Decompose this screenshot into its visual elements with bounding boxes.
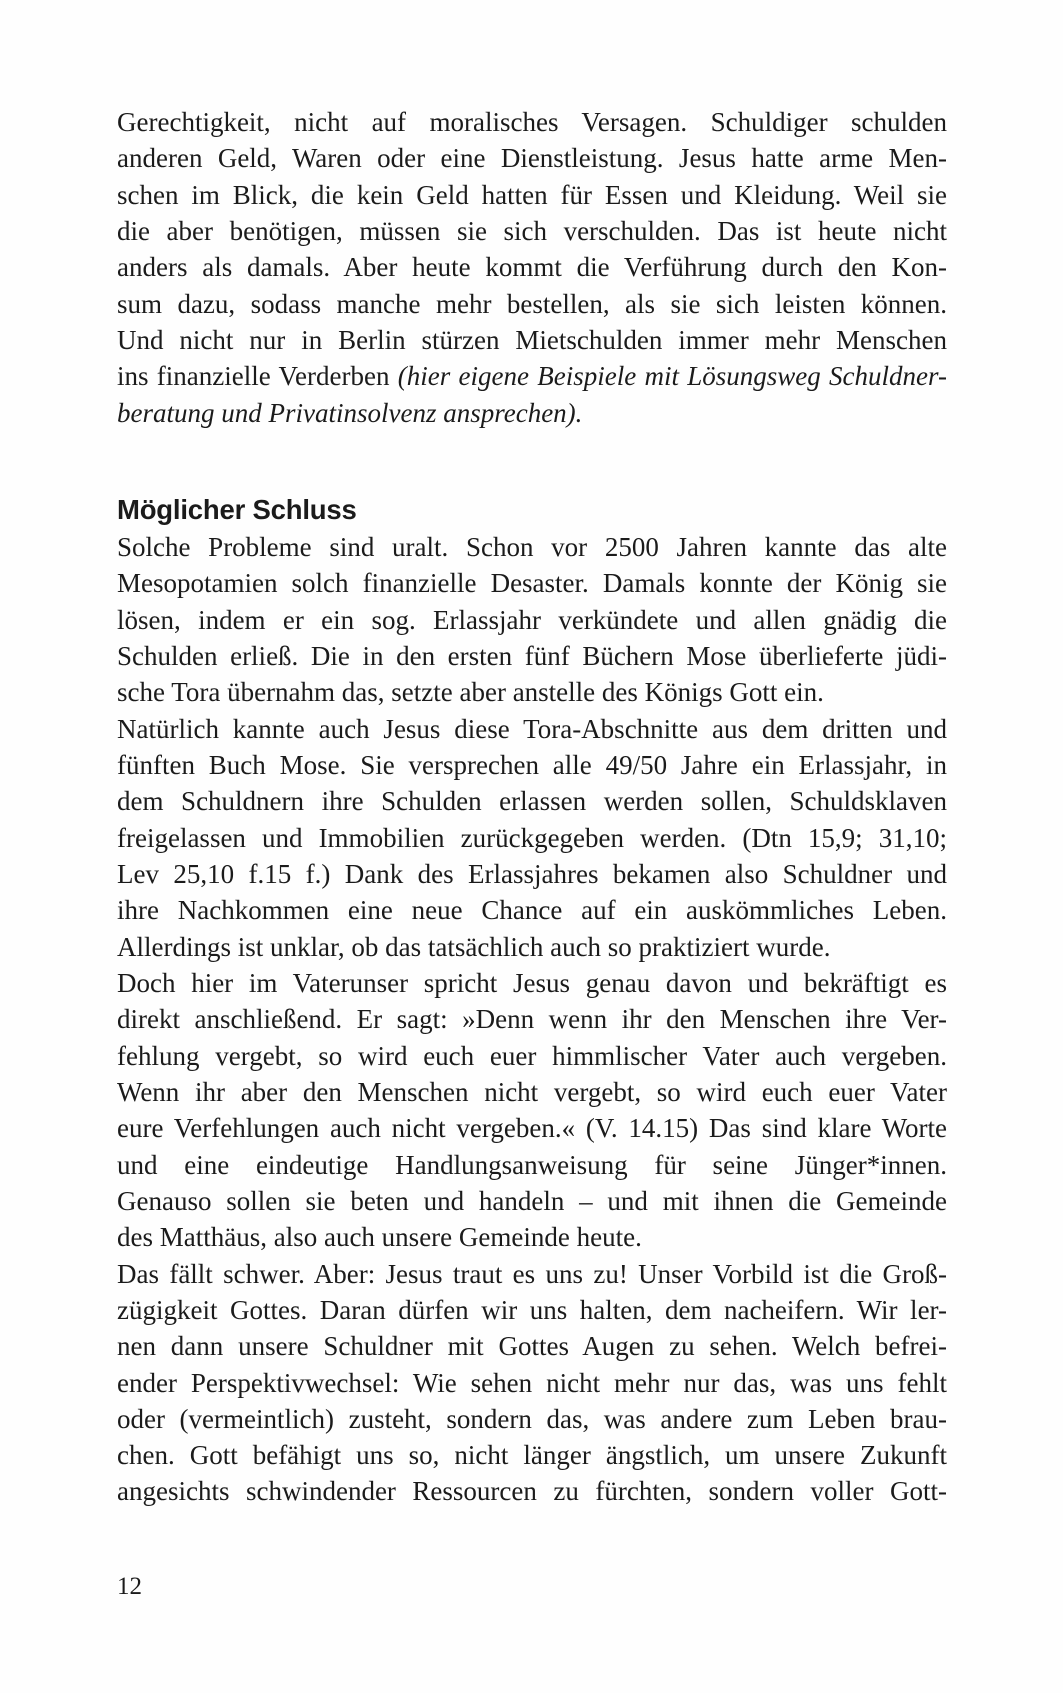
text-run: Natürlich kannte auch Jesus diese Tora-Abschnitte aus dem dritten und xyxy=(117,713,947,744)
text-line xyxy=(117,140,947,176)
text-run: Solche Probleme sind uralt. Schon vor 2500 Jahren kannte das alte xyxy=(117,531,947,562)
text-line xyxy=(117,674,947,710)
text-line xyxy=(117,783,947,819)
text-line xyxy=(117,820,947,856)
text-line xyxy=(117,1365,947,1401)
text-run: chen. Gott befähigt uns so, nicht länger ängstlich, um unsere Zukunft xyxy=(117,1440,947,1471)
text-line xyxy=(117,929,947,965)
text-run: freigelassen und Immobilien zurückgegeben werden. (Dtn 15,9; 31,10; xyxy=(117,822,947,853)
text-line xyxy=(117,638,947,674)
text-run: Schulden erließ. Die in den ersten fünf Büchern Mose überlieferte jüdi- xyxy=(117,640,947,671)
text-run: Und nicht nur in Berlin stürzen Mietschulden immer mehr Menschen xyxy=(117,324,947,355)
text-run: lösen, indem er ein sog. Erlassjahr verkündete und allen gnädig die xyxy=(117,604,947,635)
text-line xyxy=(117,1074,947,1110)
text-line xyxy=(117,1001,947,1037)
text-line xyxy=(117,1038,947,1074)
text-run: Lev 25,10 f.15 f.) Dank des Erlassjahres bekamen also Schuldner und xyxy=(117,858,947,889)
text-run: schen im Blick, die kein Geld hatten für Essen und Kleidung. Weil sie xyxy=(117,179,947,210)
text-column xyxy=(117,104,947,1510)
text-line xyxy=(117,395,947,431)
text-run: sche Tora übernahm das, setzte aber anstelle des Königs Gott ein. xyxy=(117,677,824,708)
text-line xyxy=(117,1183,947,1219)
text-run: dem Schuldnern ihre Schulden erlassen werden sollen, Schuldsklaven xyxy=(117,786,947,817)
text-run: eure Verfehlungen auch nicht vergeben.« (V. 14.15) Das sind klare Worte xyxy=(117,1113,947,1144)
text-run: oder (vermeintlich) zusteht, sondern das, was andere zum Leben brau- xyxy=(117,1403,947,1434)
text-line xyxy=(117,965,947,1001)
text-run: sum dazu, sodass manche mehr bestellen, als sie sich leisten können. xyxy=(117,288,947,319)
text-line xyxy=(117,358,947,394)
text-line xyxy=(117,602,947,638)
text-run: ins finanzielle Verderben xyxy=(117,361,398,392)
text-run: fehlung vergebt, so wird euch euer himmlischer Vater auch vergeben. xyxy=(117,1040,947,1071)
text-run: ihre Nachkommen eine neue Chance auf ein auskömmliches Leben. xyxy=(117,895,947,926)
text-run: Doch hier im Vaterunser spricht Jesus genau davon und bekräftigt es xyxy=(117,967,947,998)
italic-note-run: beratung und Privatinsolvenz ansprechen). xyxy=(117,397,583,428)
paragraph-vaterunser-vergebung xyxy=(117,965,947,1256)
text-run: anders als damals. Aber heute kommt die Verführung durch den Kon- xyxy=(117,252,947,283)
text-run: des Matthäus, also auch unsere Gemeinde heute. xyxy=(117,1222,642,1253)
text-line xyxy=(117,529,947,565)
text-line xyxy=(117,892,947,928)
text-line xyxy=(117,104,947,140)
paragraph-schulden-heute xyxy=(117,104,947,431)
text-line xyxy=(117,1437,947,1473)
text-run: anderen Geld, Waren oder eine Dienstleistung. Jesus hatte arme Men- xyxy=(117,143,947,174)
paragraph-erlassjahr-geschichte xyxy=(117,529,947,711)
text-run: direkt anschließend. Er sagt: »Denn wenn ihr den Menschen ihre Ver- xyxy=(117,1004,947,1035)
paragraph-vorbild-gottes xyxy=(117,1256,947,1510)
text-line xyxy=(117,322,947,358)
text-line xyxy=(117,1292,947,1328)
italic-note-run: (hier eigene Beispiele mit Lösungsweg Schuldner- xyxy=(397,361,947,392)
text-run: Das fällt schwer. Aber: Jesus traut es uns zu! Unser Vorbild ist die Groß- xyxy=(117,1258,947,1289)
text-run: nen dann unsere Schuldner mit Gottes Augen zu sehen. Welch befrei- xyxy=(117,1331,947,1362)
text-line xyxy=(117,1256,947,1292)
text-line xyxy=(117,213,947,249)
text-line xyxy=(117,1401,947,1437)
text-run: und eine eindeutige Handlungsanweisung für seine Jünger*innen. xyxy=(117,1149,947,1180)
text-run: angesichts schwindender Ressourcen zu fürchten, sondern voller Gott- xyxy=(117,1476,947,1507)
text-run: fünften Buch Mose. Sie versprechen alle 49/50 Jahre ein Erlassjahr, in xyxy=(117,749,947,780)
text-line xyxy=(117,1110,947,1146)
heading-moeglicher-schluss: Möglicher Schluss xyxy=(117,493,357,525)
text-line xyxy=(117,711,947,747)
text-run: ender Perspektivwechsel: Wie sehen nicht mehr nur das, was uns fehlt xyxy=(117,1367,947,1398)
text-run: Genauso sollen sie beten und handeln – und mit ihnen die Gemeinde xyxy=(117,1185,947,1216)
text-line xyxy=(117,177,947,213)
text-line xyxy=(117,565,947,601)
text-run: Mesopotamien solch finanzielle Desaster. Damals konnte der König sie xyxy=(117,568,947,599)
text-line xyxy=(117,249,947,285)
text-line xyxy=(117,1147,947,1183)
paragraph-tora-erlassjahr xyxy=(117,711,947,965)
text-run: Gerechtigkeit, nicht auf moralisches Versagen. Schuldiger schulden xyxy=(117,107,947,137)
text-line xyxy=(117,1328,947,1364)
text-line xyxy=(117,747,947,783)
text-run: Wenn ihr aber den Menschen nicht vergebt, so wird euch euer Vater xyxy=(117,1076,947,1107)
text-line xyxy=(117,286,947,322)
text-line xyxy=(117,1219,947,1255)
text-line xyxy=(117,856,947,892)
page-number: 12 xyxy=(117,1573,142,1600)
text-line xyxy=(117,1473,947,1509)
text-run: Allerdings ist unklar, ob das tatsächlich auch so praktiziert wurde. xyxy=(117,931,831,962)
text-run: die aber benötigen, müssen sie sich verschulden. Das ist heute nicht xyxy=(117,215,947,246)
text-run: zügigkeit Gottes. Daran dürfen wir uns halten, dem nacheifern. Wir ler- xyxy=(117,1294,947,1325)
